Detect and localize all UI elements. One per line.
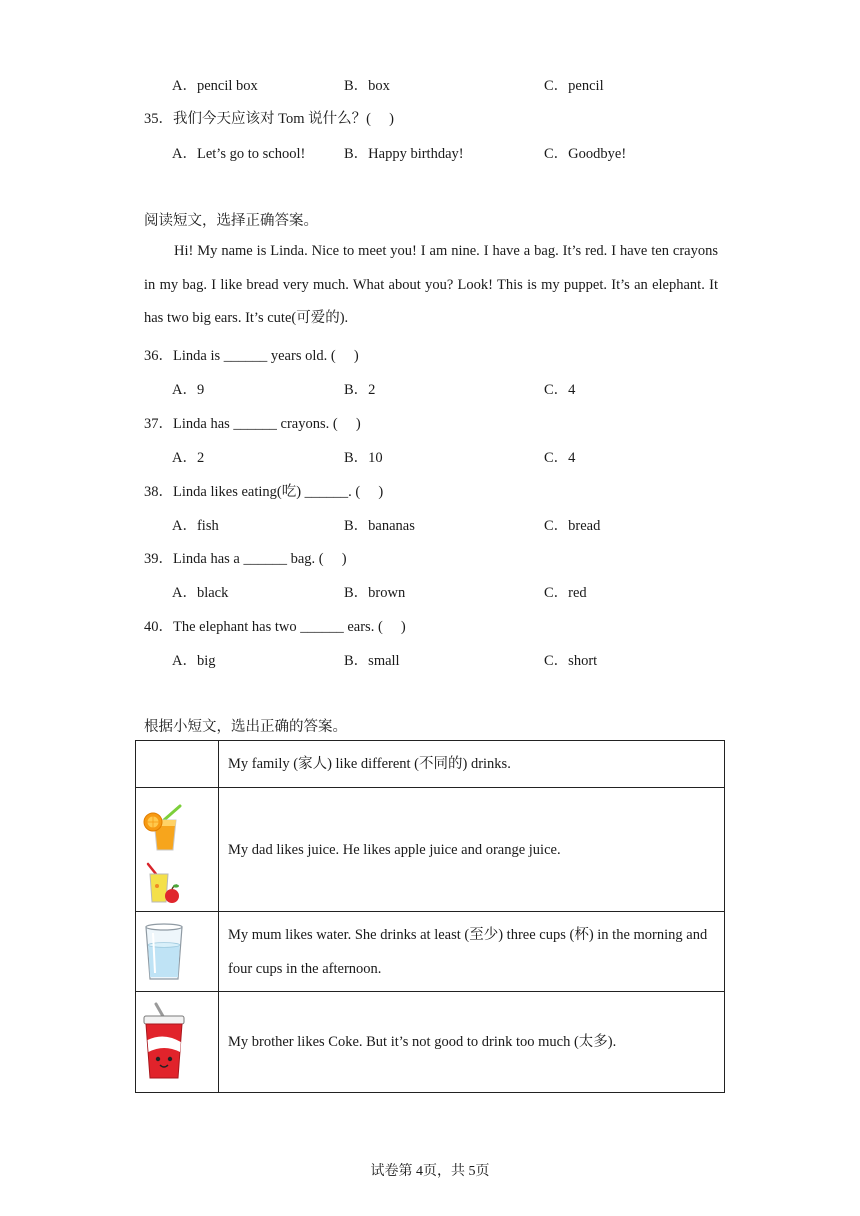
q39-option-a: A．black <box>172 585 229 601</box>
q35-option-b: B．Happy birthday! <box>344 146 464 162</box>
question-37-stem: 37．Linda has ______ crayons. ( ) <box>144 416 361 432</box>
question-36-stem: 36．Linda is ______ years old. ( ) <box>144 348 359 364</box>
question-39-stem: 39．Linda has a ______ bag. ( ) <box>144 551 347 567</box>
page-footer: 试卷第 4页，共 5页 <box>370 1164 490 1179</box>
q39-option-c: C．red <box>544 585 587 601</box>
reading-passage-text: Hi! My name is Linda. Nice to meet you! I am nine. I have a bag. It’s red. I have ten crayons in my bag. I like bread very much. What about you? Look! This is my puppet. It’s an elephant. It has two big ears. It’s cute(可爱的). <box>144 243 718 326</box>
q35-option-c: C．Goodbye! <box>544 146 627 162</box>
table-instruction: 根据小短文，选出正确的答案。 <box>144 719 347 735</box>
q40-option-b: B．small <box>344 653 400 669</box>
table-row <box>136 788 725 912</box>
question-38-stem: 38．Linda likes eating(吃) ______. ( ) <box>144 484 384 500</box>
table-row <box>136 912 725 992</box>
q38-option-b: B．bananas <box>344 518 415 534</box>
table-cell-text: My brother likes Coke. But it’s not good to drink too much (太多). <box>219 992 725 1093</box>
q34-option-c: C．pencil <box>544 78 604 94</box>
table-cell-text: My dad likes juice. He likes apple juice and orange juice. <box>219 788 725 912</box>
reading-instruction: 阅读短文，选择正确答案。 <box>144 213 318 229</box>
q36-option-b: B．2 <box>344 382 376 398</box>
q40-option-a: A．big <box>172 653 216 669</box>
table-cell-picture <box>136 912 219 992</box>
juice-icons <box>136 790 218 910</box>
q38-option-a: A．fish <box>172 518 219 534</box>
apple-juice-icon <box>144 862 184 906</box>
q38-option-c: C．bread <box>544 518 601 534</box>
q40-option-c: C．short <box>544 653 598 669</box>
drinks-table <box>135 740 725 1093</box>
q39-option-b: B．brown <box>344 585 406 601</box>
q36-option-a: A．9 <box>172 382 205 398</box>
table-cell-text: My family (家人) like different (不同的) drinks. <box>219 741 725 788</box>
q34-option-b: B．box <box>344 78 390 94</box>
table-cell-text: My mum likes water. She drinks at least (至少) three cups (杯) in the morning and four cups in the afternoon. <box>219 912 725 992</box>
table-cell-picture <box>136 992 219 1093</box>
question-35-stem: 35．我们今天应该对 Tom 说什么？( ) <box>144 111 394 127</box>
q37-option-a: A．2 <box>172 450 205 466</box>
table-cell-empty <box>136 741 219 788</box>
q34-option-a: A．pencil box <box>172 78 258 94</box>
table-row <box>136 992 725 1093</box>
water-glass-icon <box>136 919 218 985</box>
q37-option-c: C．4 <box>544 450 576 466</box>
reading-passage <box>144 235 718 336</box>
coke-cup-icon <box>136 1002 218 1082</box>
q37-option-b: B．10 <box>344 450 383 466</box>
question-40-stem: 40．The elephant has two ______ ears. ( ) <box>144 619 406 635</box>
q35-option-a: A．Let’s go to school! <box>172 146 306 162</box>
q36-option-c: C．4 <box>544 382 576 398</box>
orange-juice-icon <box>142 804 186 854</box>
table-row <box>136 741 725 788</box>
table-cell-picture <box>136 788 219 912</box>
